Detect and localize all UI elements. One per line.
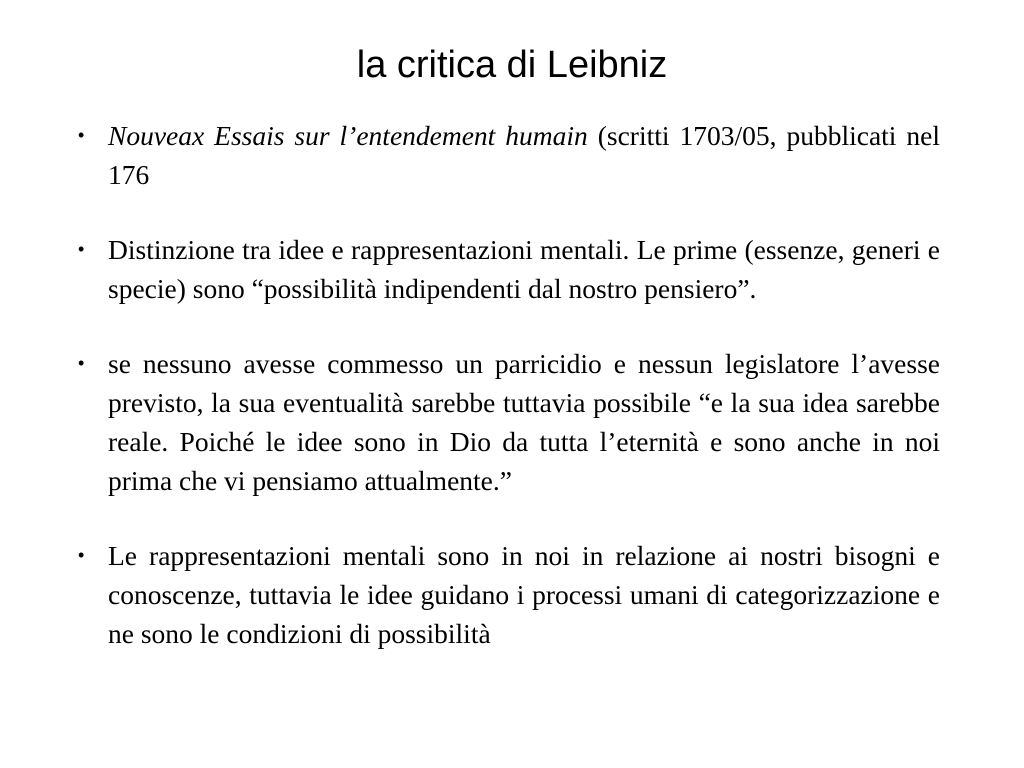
- bullet-item: [68, 116, 940, 194]
- bullet-item: [68, 536, 940, 653]
- bullet-icon: •: [78, 353, 85, 373]
- bullet-icon: •: [78, 545, 85, 565]
- bullet-text: se nessuno avesse commesso un parricidio e nessun legislatore l’avesse previsto, la sua eventualità sarebbe tuttavia possibile “e la sua idea sarebbe reale. Poiché le idee sono in Dio da tutta l’eternità e sono anche in noi prima che vi pensiamo attualmente.”: [108, 348, 940, 496]
- bullet-icon: •: [78, 239, 85, 259]
- bullet-list: [68, 116, 940, 653]
- bullet-item: [68, 230, 940, 308]
- bullet-icon: •: [78, 125, 85, 145]
- bullet-text: Le rappresentazioni mentali sono in noi in relazione ai nostri bisogni e conoscenze, tuttavia le idee guidano i processi umani di categorizzazione e ne sono le condizioni di possibilità: [108, 540, 940, 649]
- bullet-item: [68, 344, 940, 500]
- slide-title: la critica di Leibniz: [356, 44, 668, 86]
- book-title: Nouveax Essais sur l’entendement humain: [108, 120, 588, 151]
- bullet-text: Distinzione tra idee e rappresentazioni mentali. Le prime (essenze, generi e specie) sono “possibilità indipendenti dal nostro pensiero”.: [108, 234, 940, 304]
- bullet-text: (scritti 1703/05, pubblicati nel 176: [108, 120, 941, 190]
